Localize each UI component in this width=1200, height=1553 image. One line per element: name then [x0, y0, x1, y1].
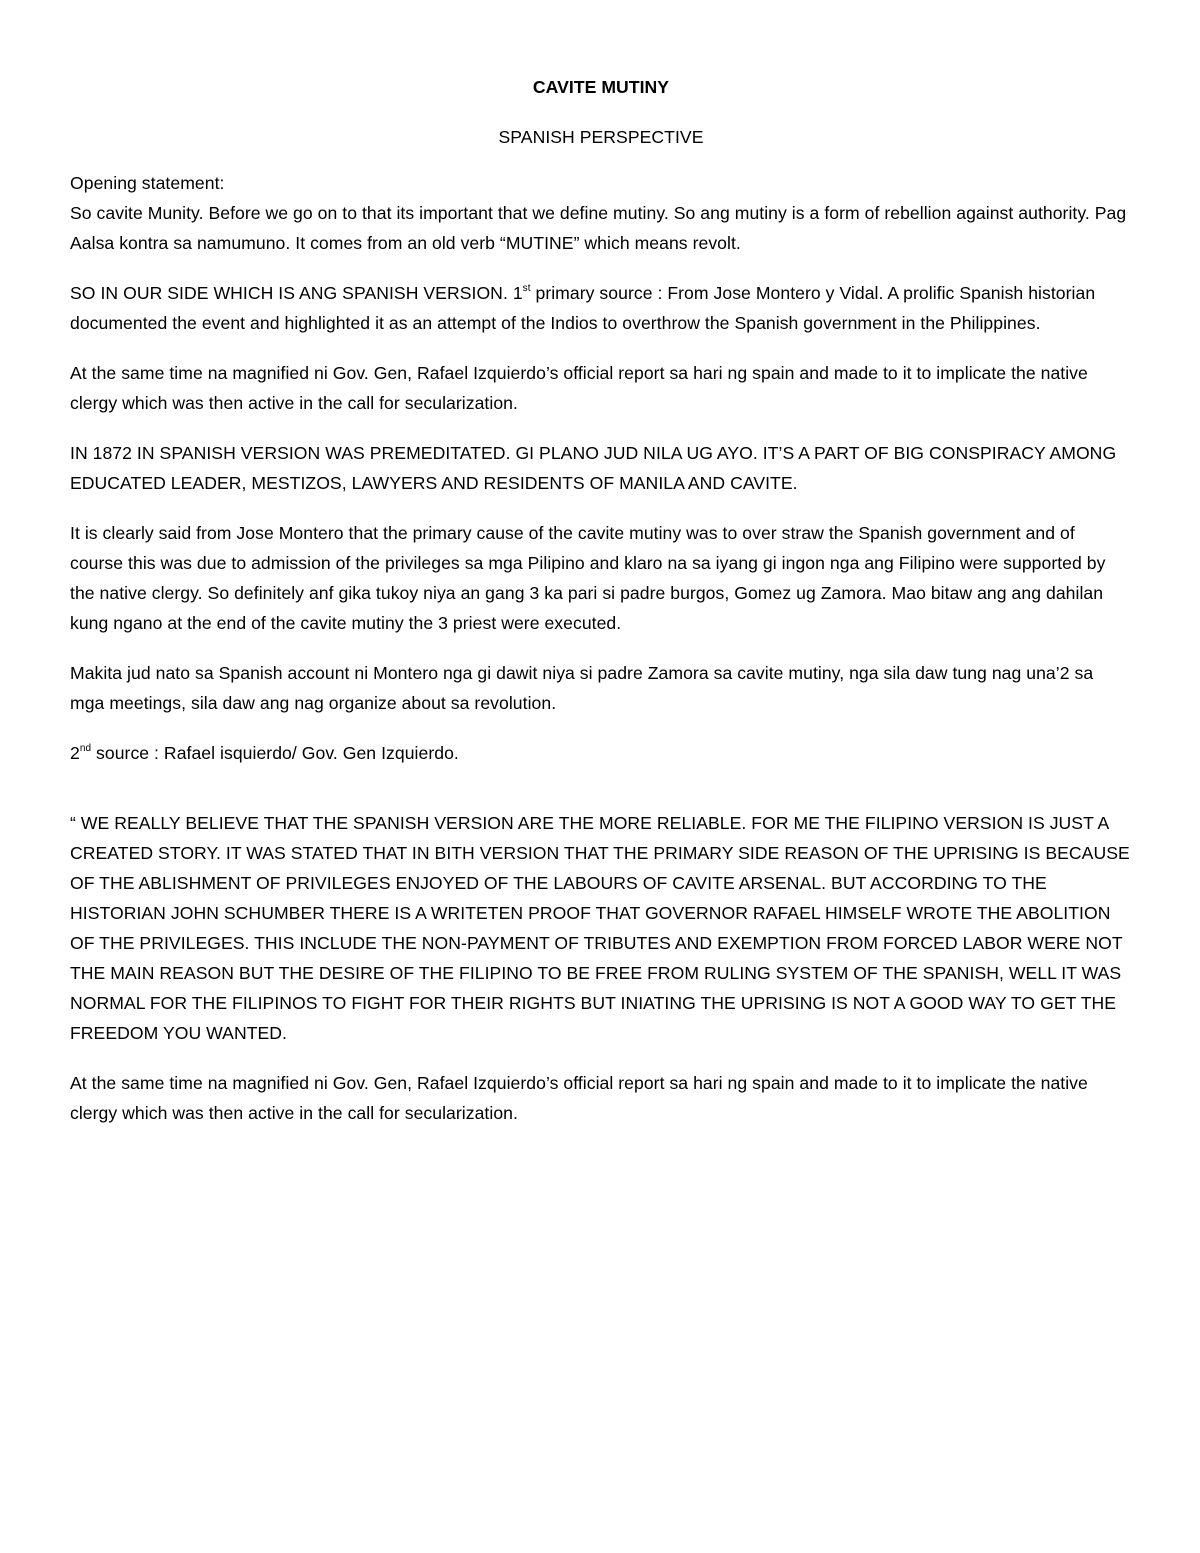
- document-body: [70, 72, 1132, 1148]
- document-subtitle: SPANISH PERSPECTIVE: [498, 127, 704, 147]
- paragraph-premeditated: IN 1872 IN SPANISH VERSION WAS PREMEDITATED. GI PLANO JUD NILA UG AYO. IT’S A PART OF BIG CONSPIRACY AMONG EDUCATED LEADER, MESTIZOS, LAWYERS AND RESIDENTS OF MANILA AND CAVITE.: [70, 443, 1117, 493]
- paragraph-belief-statement: “ WE REALLY BELIEVE THAT THE SPANISH VERSION ARE THE MORE RELIABLE. FOR ME THE FILIPINO VERSION IS JUST A CREATED STORY. IT WAS STATED THAT IN BITH VERSION THAT THE PRIMARY SIDE REASON OF THE UPRISING IS BECAUSE OF THE ABLISHMENT OF PRIVILEGES ENJOYED OF THE LABOURS OF CAVITE ARSENAL. BUT ACCORDING TO THE HISTORIAN JOHN SCHUMBER THERE IS A WRITETEN PROOF THAT GOVERNOR RAFAEL HIMSELF WROTE THE ABOLITION OF THE PRIVILEGES. THIS INCLUDE THE NON-PAYMENT OF TRIBUTES AND EXEMPTION FROM FORCED LABOR WERE NOT THE MAIN REASON BUT THE DESIRE OF THE FILIPINO TO BE FREE FROM RULING SYSTEM OF THE SPANISH, WELL IT WAS NORMAL FOR THE FILIPINOS TO FIGHT FOR THEIR RIGHTS BUT INIATING THE UPRISING IS NOT A GOOD WAY TO GET THE FREEDOM YOU WANTED.: [70, 813, 1130, 1043]
- primary-source-sup: st: [522, 283, 531, 294]
- paragraph-izquierdo-report: At the same time na magnified ni Gov. Gen, Rafael Izquierdo’s official report sa hari ng spain and made to it to implicate the native clergy which was then active in the call for secularization.: [70, 363, 1088, 413]
- opening-text: So cavite Munity. Before we go on to that its important that we define mutiny. So ang mutiny is a form of rebellion against authority. Pag Aalsa kontra sa namumuno. It comes from an old verb “MUTINE” which means revolt.: [70, 203, 1127, 253]
- opening-label: Opening statement:: [70, 173, 225, 193]
- paragraph-montero-cause: It is clearly said from Jose Montero that the primary cause of the cavite mutiny was to over straw the Spanish government and of course this was due to admission of the privileges sa mga Pilipino and klaro na sa iyang gi ingon nga ang Filipino were supported by the native clergy. So definitely anf gika tukoy niya an gang 3 ka pari si padre burgos, Gomez ug Zamora. Mao bitaw ang ang dahilan kung ngano at the end of the cavite mutiny the 3 priest were executed.: [70, 523, 1106, 633]
- primary-source-pre: SO IN OUR SIDE WHICH IS ANG SPANISH VERSION. 1: [70, 283, 523, 303]
- second-source-sup: nd: [79, 743, 92, 754]
- paragraph-second-source: [70, 738, 1132, 768]
- paragraph-primary-source: [70, 278, 1132, 338]
- second-source-post: source : Rafael isquierdo/ Gov. Gen Izquierdo.: [91, 743, 459, 763]
- opening-paragraph: [70, 168, 1132, 258]
- primary-source-post: primary source : From Jose Montero y Vidal. A prolific Spanish historian documented the event and highlighted it as an attempt of the Indios to overthrow the Spanish government in the Philippines.: [70, 283, 1096, 333]
- paragraph-izquierdo-report-repeat: At the same time na magnified ni Gov. Gen, Rafael Izquierdo’s official report sa hari ng spain and made to it to implicate the native clergy which was then active in the call for secularization.: [70, 1073, 1088, 1123]
- second-source-pre: 2: [70, 743, 80, 763]
- document-title: CAVITE MUTINY: [532, 77, 670, 97]
- paragraph-zamora: Makita jud nato sa Spanish account ni Montero nga gi dawit niya si padre Zamora sa cavite mutiny, nga sila daw tung nag una’2 sa mga meetings, sila daw ang nag organize about sa revolution.: [70, 663, 1094, 713]
